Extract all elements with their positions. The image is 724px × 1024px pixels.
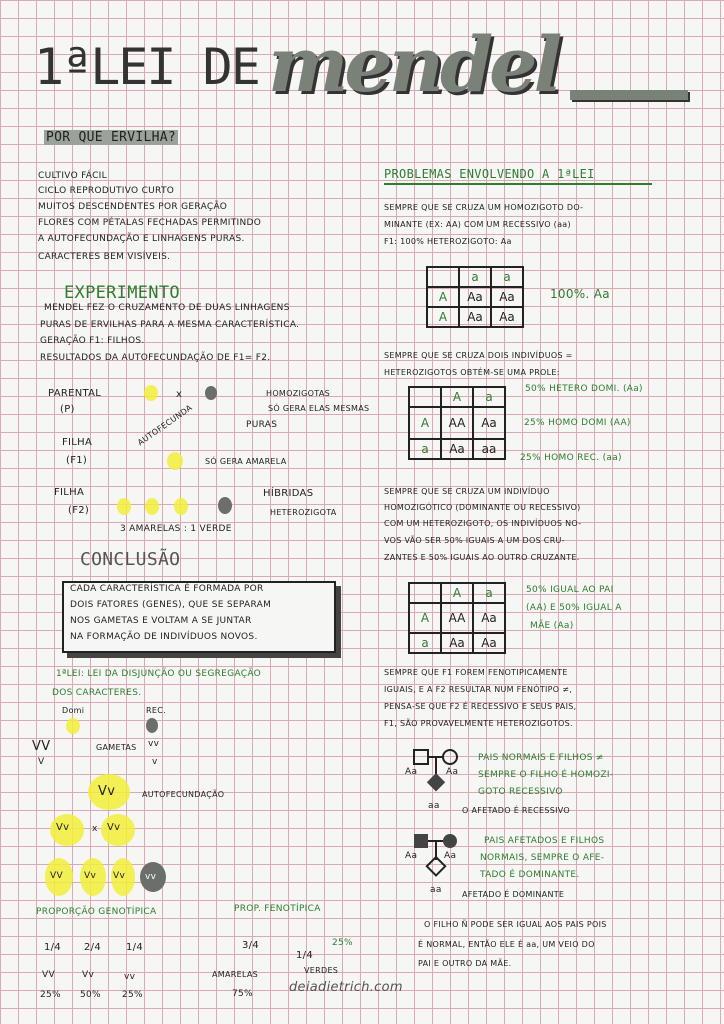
- yellow-pea: [174, 498, 188, 515]
- pheno-percent-green: 25%: [332, 938, 353, 948]
- problem3-line: SEMPRE QUE SE CRUZA UM INDIVÍDUO: [384, 487, 550, 496]
- gametes-label: GAMETAS: [96, 743, 137, 752]
- geno-label: VV: [42, 970, 55, 980]
- punnett-cell: A: [441, 583, 473, 603]
- title-part1: 1ªLEI DE: [34, 38, 259, 96]
- genotypic-title: PROPORÇÃO GENOTÍPICA: [36, 907, 157, 917]
- pedigree2-label: aa: [430, 885, 442, 895]
- pedigree1-label: Aa: [405, 767, 418, 777]
- pedigree2-text: AFETADO É DOMINANTE: [462, 890, 565, 899]
- punnett-cell: A: [427, 287, 459, 307]
- conclusion-line: DOIS FATORES (GENES), QUE SE SEPARAM: [70, 600, 272, 610]
- problems-underline: [384, 183, 652, 185]
- punnett-cell: Aa: [473, 407, 505, 439]
- pedigree1-text: GOTO RECESSIVO: [478, 787, 563, 797]
- ratio-label: 3 AMARELAS : 1 VERDE: [120, 524, 232, 534]
- why-pea-item: A AUTOFECUNDAÇÃO E LINHAGENS PURAS.: [38, 234, 245, 244]
- homozygote-sub: SÓ GERA ELAS MESMAS: [268, 404, 370, 413]
- pheno-label-green: VERDES: [304, 966, 339, 975]
- green-pea: [205, 386, 217, 400]
- problem2-result: 25% HOMO DOMI (AA): [524, 418, 631, 428]
- punnett-cell: [409, 583, 441, 603]
- punnett-cell: AA: [441, 407, 473, 439]
- pedigree1-text: SEMPRE O FILHO É HOMOZI-: [478, 770, 614, 780]
- problem1-result: 100%. Aa: [550, 287, 610, 301]
- cross-right: Vv: [107, 822, 121, 833]
- yellow-pea: [145, 498, 159, 515]
- heterozygote-label: HETEROZIGOTA: [270, 508, 337, 517]
- geno-frac: 1/4: [126, 942, 143, 953]
- punnett-cell: a: [409, 633, 441, 653]
- problem4-line: F1, SÃO PROVAVELMENTE HETEROZIGOTOS.: [384, 719, 573, 728]
- yellow-pea: [167, 452, 183, 470]
- geno-frac: 2/4: [84, 942, 101, 953]
- credit-watermark: deiadietrich.com: [289, 980, 403, 995]
- filha2-sub: (F2): [68, 505, 90, 516]
- why-pea-item: CARACTERES BEM VISÍVEIS.: [38, 252, 171, 262]
- pure-label: PURAS: [246, 420, 278, 430]
- offspring-genotype: Vv: [84, 871, 97, 881]
- gamete-v-rec: v: [152, 757, 158, 767]
- conclusion-line: NOS GAMETAS E VOLTAM A SE JUNTAR: [70, 616, 252, 626]
- problem2-line: HETEROZIGOTOS OBTÉM-SE UMA PROLE:: [384, 368, 560, 377]
- problem3-line: ZANTES E 50% IGUAIS AO OUTRO CRUZANTE.: [384, 553, 580, 562]
- pedigree1-text: PAIS NORMAIS E FILHOS ≠: [478, 753, 604, 763]
- problem3-line: VOS VÃO SER 50% IGUAIS A UM DOS CRU-: [384, 536, 565, 545]
- problem3-result: (AA) E 50% IGUAL A: [526, 603, 622, 613]
- punnett-cell: Aa: [441, 439, 473, 459]
- autofec-label: AUTOFECUNDA: [136, 403, 194, 448]
- homozygote-label: HOMOZIGOTAS: [266, 389, 330, 398]
- footer-line: PAI E OUTRO DA MÃE.: [418, 959, 512, 968]
- gamete-v-dom: V: [38, 757, 45, 767]
- offspring-genotype: vv: [145, 872, 157, 882]
- problem2-result: 25% HOMO REC. (aa): [520, 453, 622, 463]
- pedigree2-text: NORMAIS, SEMPRE O AFE-: [480, 853, 605, 863]
- experiment-line: GERAÇÃO F1: FILHOS.: [40, 336, 145, 346]
- experiment-line: MENDEL FEZ O CRUZAMENTO DE DUAS LINHAGENS: [44, 303, 290, 313]
- problem1-line: SEMPRE QUE SE CRUZA UM HOMOZIGOTO DO-: [384, 203, 584, 212]
- filha2-label: FILHA: [54, 487, 85, 498]
- pedigree1-label: aa: [428, 801, 440, 811]
- title-bar: [570, 90, 688, 100]
- punnett-cell: Aa: [491, 307, 523, 327]
- green-pea: [146, 718, 158, 733]
- hybrid-label: HÍBRIDAS: [263, 488, 314, 499]
- punnett-cell: Aa: [473, 603, 505, 633]
- offspring-genotype: Vv: [113, 871, 126, 881]
- problem1-line: MINANTE (EX: AA) COM UM RECESSIVO (aa): [384, 220, 571, 229]
- geno-frac: 1/4: [44, 942, 61, 953]
- genotype-vv-dom: VV: [32, 739, 51, 754]
- law-line2: DOS CARACTERES.: [52, 688, 142, 698]
- experiment-line: RESULTADOS DA AUTOFECUNDAÇÃO DE F1= F2.: [40, 353, 271, 363]
- problem3-line: HOMOZIGÓTICO (DOMINANTE OU RECESSIVO): [384, 503, 581, 512]
- title-part2: mendel: [268, 20, 559, 109]
- problem3-result: 50% IGUAL AO PAI: [526, 585, 614, 595]
- punnett-cell: Aa: [491, 287, 523, 307]
- punnett-square-3: [408, 582, 506, 654]
- conclusion-line: CADA CARACTERÍSTICA É FORMADA POR: [70, 584, 264, 594]
- problem3-line: COM UM HETEROZIGOTO, OS INDIVÍDUOS NO-: [384, 519, 582, 528]
- parental-sub: (P): [60, 404, 75, 415]
- punnett-cell: AA: [441, 603, 473, 633]
- punnett-square-1: [426, 266, 524, 328]
- geno-label: vv: [124, 972, 136, 982]
- punnett-cell: a: [459, 267, 491, 287]
- f1-genotype: Vv: [98, 784, 116, 799]
- cross-x: x: [92, 824, 98, 834]
- problem4-line: SEMPRE QUE F1 FOREM FENOTIPICAMENTE: [384, 668, 568, 677]
- pedigree1-label: Aa: [446, 767, 459, 777]
- filha1-sub: (F1): [66, 455, 88, 466]
- green-pea: [218, 497, 232, 514]
- pheno-frac: 1/4: [296, 950, 313, 961]
- parental-label: PARENTAL: [48, 388, 102, 399]
- pedigree1-text: O AFETADO É RECESSIVO: [462, 806, 571, 815]
- punnett-cell: A: [409, 603, 441, 633]
- problem2-line: SEMPRE QUE SE CRUZA DOIS INDIVÍDUOS =: [384, 351, 573, 360]
- pedigree2-text: PAIS AFETADOS E FILHOS: [484, 836, 605, 846]
- conclusion-line: NA FORMAÇÃO DE INDIVÍDUOS NOVOS.: [70, 632, 258, 642]
- dominant-label: Domi: [62, 706, 85, 715]
- yellow-pea: [66, 718, 80, 734]
- geno-label: Vv: [82, 970, 95, 980]
- footer-line: O FILHO Ñ PODE SER IGUAL AOS PAIS POIS: [424, 920, 607, 929]
- conclusion-heading: CONCLUSÃO: [80, 549, 181, 570]
- punnett-cell: Aa: [459, 307, 491, 327]
- why-pea-item: FLORES COM PÉTALAS FECHADAS PERMITINDO: [38, 218, 262, 228]
- pheno-label-yellow: AMARELAS: [212, 970, 259, 979]
- pedigree2-label: Aa: [405, 851, 418, 861]
- problem2-result: 50% HETERO DOMI. (Aa): [525, 384, 643, 394]
- only-yellow-label: SÓ GERA AMARELA: [205, 457, 287, 466]
- geno-percent: 50%: [80, 990, 101, 1000]
- cross-left: Vv: [56, 822, 70, 833]
- punnett-cell: A: [441, 387, 473, 407]
- pheno-frac: 3/4: [242, 940, 259, 951]
- punnett-cell: a: [473, 583, 505, 603]
- problem4-line: PENSA-SE QUE F2 É RECESSIVO E SEUS PAIS,: [384, 702, 577, 711]
- yellow-pea: [144, 385, 158, 401]
- experiment-heading: EXPERIMENTO: [64, 283, 180, 303]
- punnett-cell: a: [491, 267, 523, 287]
- punnett-cell: aa: [473, 439, 505, 459]
- punnett-cell: a: [409, 439, 441, 459]
- geno-percent: 25%: [40, 990, 61, 1000]
- phenotypic-title: PROP. FENOTÍPICA: [234, 904, 321, 914]
- pheno-percent-yellow: 75%: [232, 989, 253, 999]
- punnett-square-2: [408, 386, 506, 460]
- punnett-cell: Aa: [473, 633, 505, 653]
- punnett-cell: [427, 267, 459, 287]
- problem4-line: IGUAIS, E A F2 RESULTAR NUM FENÓTIPO ≠,: [384, 685, 573, 694]
- why-pea-item: CICLO REPRODUTIVO CURTO: [38, 186, 175, 196]
- recessive-label: REC.: [146, 706, 166, 715]
- yellow-pea: [117, 498, 131, 515]
- why-pea-item: CULTIVO FÁCIL: [38, 171, 107, 181]
- pedigree2-label: Aa: [444, 851, 457, 861]
- geno-percent: 25%: [122, 990, 143, 1000]
- problems-heading: PROBLEMAS ENVOLVENDO A 1ªLEI: [384, 167, 595, 181]
- pedigree-2: [410, 828, 470, 908]
- experiment-line: PURAS DE ERVILHAS PARA A MESMA CARACTERÍSTICA.: [40, 320, 300, 330]
- punnett-cell: a: [473, 387, 505, 407]
- punnett-cell: Aa: [459, 287, 491, 307]
- pedigree-1: [410, 744, 470, 824]
- offspring-genotype: VV: [50, 871, 63, 881]
- genotype-vv-rec: vv: [148, 739, 160, 749]
- punnett-cell: A: [409, 407, 441, 439]
- pedigree2-text: TADO É DOMINANTE.: [480, 870, 580, 880]
- why-pea-heading: POR QUE ERVILHA?: [46, 130, 177, 145]
- footer-line: É NORMAL, ENTÃO ELE É aa, UM VEIO DO: [418, 940, 595, 949]
- problem1-line: F1: 100% HETEROZIGOTO: Aa: [384, 237, 512, 246]
- autofec-law-label: AUTOFECUNDAÇÃO: [142, 790, 225, 799]
- punnett-cell: [409, 387, 441, 407]
- punnett-cell: A: [427, 307, 459, 327]
- problem3-result: MÃE (Aa): [530, 621, 574, 631]
- filha1-label: FILHA: [62, 437, 93, 448]
- why-pea-item: MUITOS DESCENDENTES POR GERAÇÃO: [38, 202, 228, 212]
- cross-symbol: x: [176, 389, 183, 400]
- punnett-cell: Aa: [441, 633, 473, 653]
- law-line1: 1ªLEI: LEI DA DISJUNÇÃO OU SEGREGAÇÃO: [56, 669, 262, 679]
